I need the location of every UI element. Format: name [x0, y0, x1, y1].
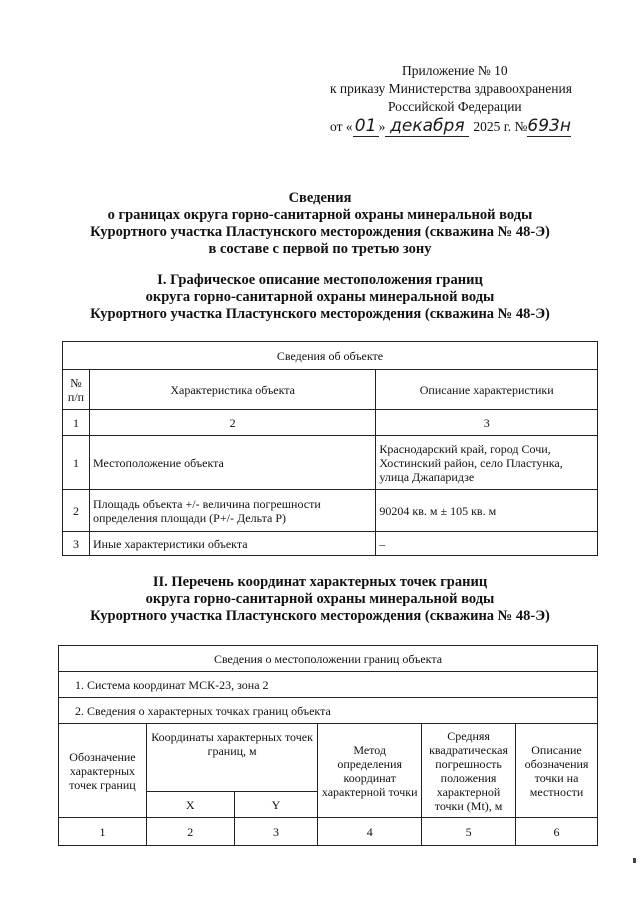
appendix-header [300, 62, 600, 116]
row-characteristic: Местоположение объекта [89, 436, 375, 490]
column-number-4: 4 [318, 818, 422, 846]
header-y: Y [234, 792, 318, 818]
appendix-line-1: Приложение № 10 [402, 63, 508, 78]
column-number-6: 6 [516, 818, 598, 846]
boundary-caption: Сведения о местоположении границ объекта [59, 646, 598, 672]
table-row [63, 436, 598, 490]
title-line-3: Курортного участка Пластунского месторождения (скважина № 48-Э) [90, 224, 550, 240]
date-prefix: от « [330, 119, 353, 134]
date-year: 2025 г. № [473, 119, 528, 134]
column-number-2: 2 [89, 410, 375, 436]
table-row [63, 490, 598, 532]
column-number-3: 3 [234, 818, 318, 846]
date-mid: » [378, 119, 386, 134]
header-x: X [146, 792, 234, 818]
row-number: 1 [63, 436, 90, 490]
header-characteristic: Характеристика объекта [89, 370, 375, 410]
row-characteristic: Площадь объекта +/- величина погрешности определения площади (Р+/- Дельта Р) [89, 490, 375, 532]
date-month: декабря [385, 116, 469, 137]
column-number-3: 3 [376, 410, 598, 436]
scan-edge-mark [633, 858, 636, 863]
object-info-caption: Сведения об объекте [63, 342, 598, 370]
table-row [63, 532, 598, 556]
section-2-heading [20, 574, 620, 625]
title-line-4: в составе с первой по третью зону [208, 241, 432, 257]
document-title [20, 190, 620, 258]
row-number: 2 [63, 490, 90, 532]
section-2-line-3: Курортного участка Пластунского месторождения (скважина № 48-Э) [90, 608, 550, 624]
section-1-heading [20, 272, 620, 323]
row-description: 90204 кв. м ± 105 кв. м [376, 490, 598, 532]
row-number: 3 [63, 532, 90, 556]
date-day: 01 [353, 116, 379, 137]
column-number-2: 2 [146, 818, 234, 846]
section-2-line-2: округа горно-санитарной охраны минеральной воды [145, 591, 495, 607]
header-point-designation: Обозначение характерных точек границ [59, 724, 147, 818]
header-method: Метод определения координат характерной точки [318, 724, 422, 818]
boundary-coordinates-table [58, 645, 598, 846]
section-1-line-2: округа горно-санитарной охраны минеральной воды [145, 289, 495, 305]
header-description: Описание характеристики [376, 370, 598, 410]
characteristic-points-row: 2. Сведения о характерных точках границ объекта [59, 698, 598, 724]
header-coordinates: Координаты характерных точек границ, м [146, 724, 317, 792]
column-number-1: 1 [63, 410, 90, 436]
title-line-1: Сведения [288, 190, 352, 206]
column-number-5: 5 [422, 818, 516, 846]
section-1-line-1: I. Графическое описание местоположения границ [157, 272, 483, 288]
header-number: № п/п [63, 370, 90, 410]
section-1-line-3: Курортного участка Пластунского месторождения (скважина № 48-Э) [90, 306, 550, 322]
date-number: 693н [527, 116, 571, 136]
title-line-2: о границах округа горно-санитарной охраны минеральной воды [107, 207, 533, 223]
row-characteristic: Иные характеристики объекта [89, 532, 375, 556]
row-description: – [376, 532, 598, 556]
object-info-table [62, 341, 598, 556]
column-number-1: 1 [59, 818, 147, 846]
header-mean-error: Средняя квадратическая погрешность положения характерной точки (Mt), м [422, 724, 516, 818]
appendix-line-2: к приказу Министерства здравоохранения [330, 81, 572, 96]
coordinate-system-row: 1. Система координат МСК-23, зона 2 [59, 672, 598, 698]
header-point-description: Описание обозначения точки на местности [516, 724, 598, 818]
row-description: Краснодарский край, город Сочи, Хостинский район, село Пластунка, улица Джапаридзе [376, 436, 598, 490]
appendix-date-line [330, 116, 571, 137]
section-2-line-1: II. Перечень координат характерных точек границ [152, 574, 488, 590]
appendix-line-3: Российской Федерации [388, 99, 522, 114]
